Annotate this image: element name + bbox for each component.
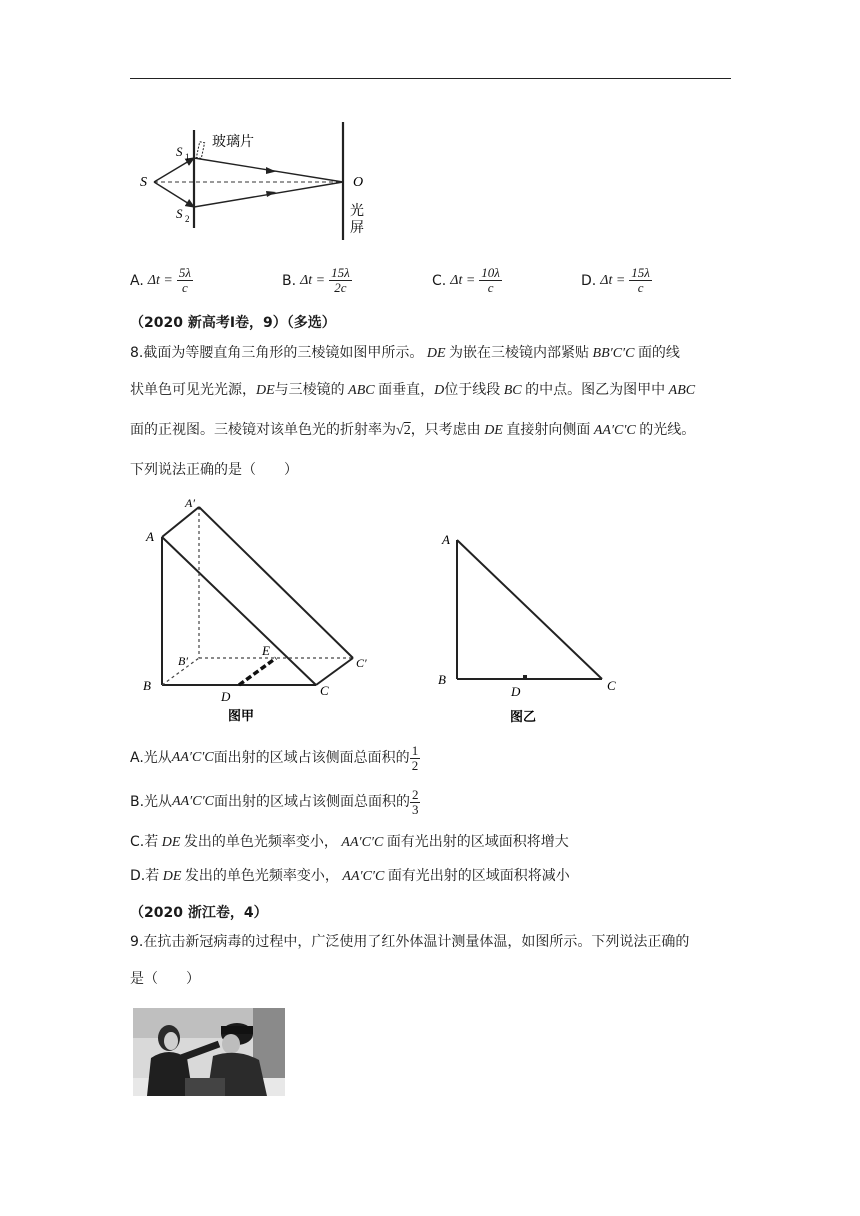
q8-line-4: 下列说法正确的是（ ） — [130, 462, 298, 478]
light-source-de — [239, 658, 276, 685]
label-s2: S — [176, 206, 183, 221]
caption-fig-b: 图乙 — [510, 709, 537, 724]
label-d: D — [221, 689, 231, 704]
header-rule — [130, 78, 731, 79]
q7-option-c: C. Δt = $\frac{10\lambda}{c}$ — [432, 265, 500, 295]
edge-ac-front — [457, 540, 602, 679]
label-b1: B′ — [178, 654, 188, 668]
label-e: E — [262, 643, 270, 658]
q7-option-b: B. Δt = $\frac{15\lambda}{2c}$ — [282, 265, 350, 295]
label-c1: C′ — [356, 656, 367, 670]
q8-line-2: 状单色可见光光源，DE与三棱镜的 ABC 面垂直，D位于线段 BC 的中点。图乙为图甲中 ABC — [130, 382, 696, 398]
edge-aa1 — [162, 507, 199, 537]
label-c-front: C — [607, 678, 616, 693]
glass-plate — [196, 142, 204, 159]
q8-option-d: D.若 DE 发出的单色光频率变小， AA′C′C 面有光出射的区域面积将减小 — [130, 868, 570, 884]
label-screen-1: 光 — [350, 204, 364, 219]
q7-option-d: D. Δt = $\frac{15\lambda}{c}$ — [581, 265, 650, 295]
label-d-front: D — [511, 684, 521, 699]
prism-figure-b — [430, 522, 630, 727]
label-a: A — [146, 529, 154, 544]
thermometer-photo — [133, 1008, 285, 1096]
q8-line-1: 8.截面为等腰直角三角形的三棱镜如图甲所示。 DE 为嵌在三棱镜内部紧贴 BB′C′C 面的线 — [130, 345, 680, 361]
q8-line-3: 面的正视图。三棱镜对该单色光的折射率为√2，只考虑由 DE 直接射向侧面 AA′C′C 的光线。 — [130, 422, 696, 438]
point-d-mark — [523, 675, 527, 679]
q8-option-a: A.光从 AA′C′C 面出射的区域占该侧面总面积的 $\frac{1}{2}$ — [130, 742, 419, 773]
label-b-front: B — [438, 672, 446, 687]
q8-source: （2020 新高考Ⅰ卷，9）（多选） — [130, 315, 336, 331]
label-a1: A′ — [185, 496, 195, 510]
prism-figure-a — [138, 495, 378, 725]
q9-line-1: 9.在抗击新冠病毒的过程中，广泛使用了红外体温计测量体温，如图所示。下列说法正确的 — [130, 934, 690, 950]
label-o: O — [353, 175, 364, 190]
label-s1: S — [176, 144, 183, 159]
q7-option-a: A. Δt = $\frac{5\lambda}{c}$ — [130, 265, 191, 295]
label-c: C — [320, 683, 329, 698]
label-glass: 玻璃片 — [212, 135, 254, 150]
edge-cc1 — [316, 658, 353, 685]
label-s: S — [140, 175, 147, 190]
label-screen-2: 屏 — [350, 221, 364, 236]
label-s1-sub: 1 — [185, 152, 190, 162]
label-s2-sub: 2 — [185, 214, 190, 224]
ray-s-s2 — [154, 182, 194, 207]
label-b: B — [143, 678, 151, 693]
q9-source: （2020 浙江卷，4） — [130, 905, 268, 921]
edge-a1c1 — [199, 507, 353, 658]
q9-line-2: 是（ ） — [130, 971, 200, 987]
q8-option-b: B.光从 AA′C′C 面出射的区域占该侧面总面积的 $\frac{2}{3}$ — [130, 786, 419, 817]
caption-fig-a: 图甲 — [228, 708, 255, 723]
q8-option-c: C.若 DE 发出的单色光频率变小， AA′C′C 面有光出射的区域面积将增大 — [130, 834, 569, 850]
label-a-front: A — [442, 532, 450, 547]
double-slit-figure — [138, 118, 378, 243]
